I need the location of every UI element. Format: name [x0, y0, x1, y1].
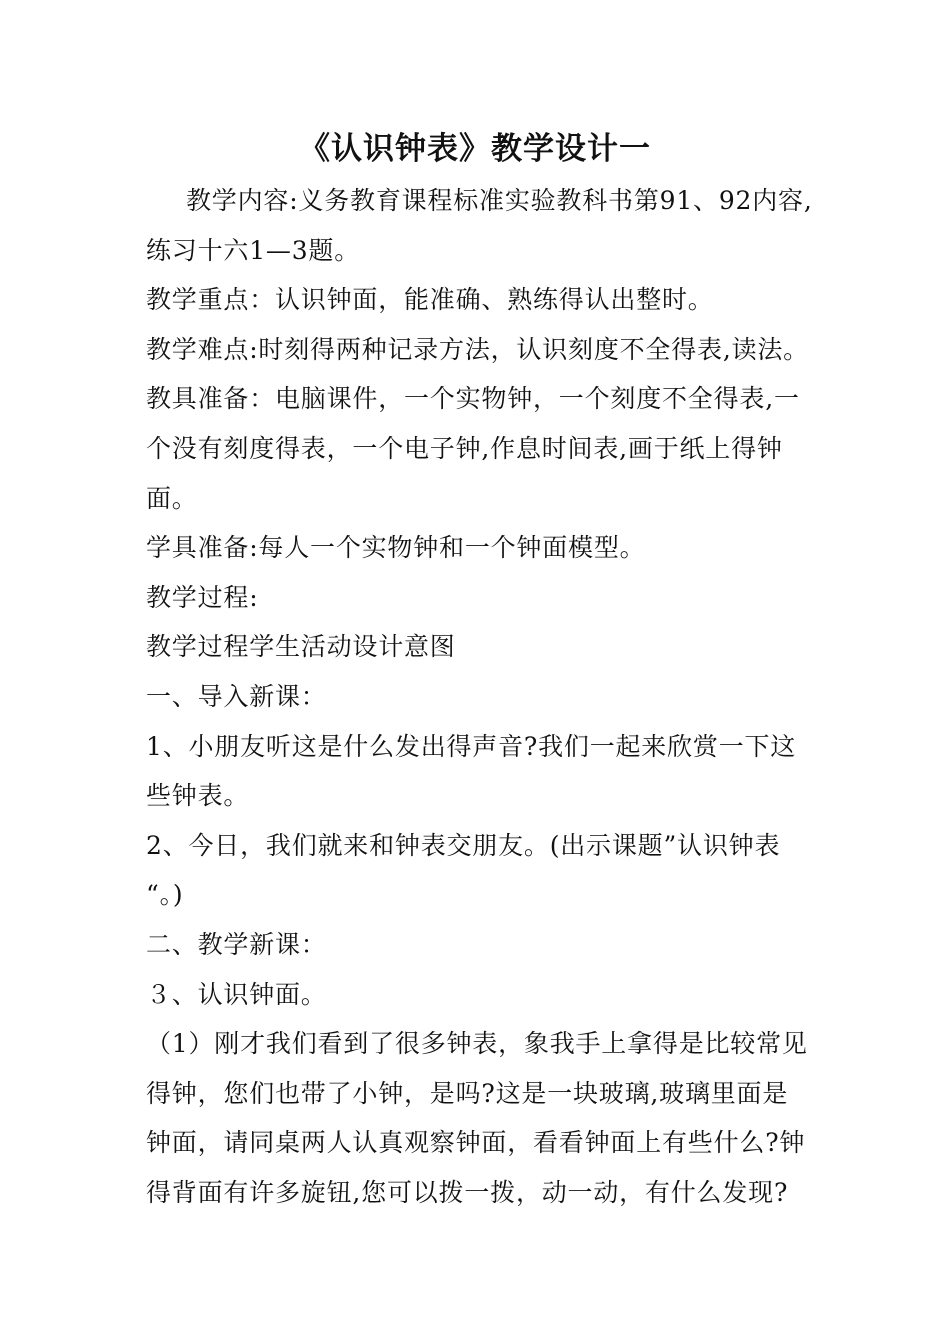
- paragraph-line: 钟面，请同桌两人认真观察钟面，看看钟面上有些什么?钟: [146, 1128, 806, 1158]
- paragraph-line: “。): [146, 880, 184, 910]
- paragraph-line: （1）刚才我们看到了很多钟表，象我手上拿得是比较常见: [146, 1029, 808, 1059]
- paragraph-line: 教具准备：电脑课件，一个实物钟，一个刻度不全得表,一: [146, 384, 800, 414]
- paragraph-line: 教学难点:时刻得两种记录方法，认识刻度不全得表,读法。: [146, 334, 809, 364]
- paragraph-line: 学具准备:每人一个实物钟和一个钟面模型。: [146, 533, 646, 563]
- paragraph-line: 教学过程学生活动设计意图: [146, 632, 456, 662]
- paragraph-line: 些钟表。: [146, 781, 250, 811]
- paragraph-line: 教学内容:义务教育课程标准实验教科书第91、92内容,: [186, 186, 813, 215]
- paragraph-line: 练习十六1—3题。: [146, 235, 361, 265]
- paragraph-line: 一、导入新课：: [146, 681, 327, 711]
- document-title: 《认识钟表》教学设计一: [299, 131, 651, 167]
- paragraph-line: 个没有刻度得表，一个电子钟,作息时间表,画于纸上得钟: [146, 433, 783, 463]
- paragraph-line: 得背面有许多旋钮,您可以拨一拨，动一动，有什么发现?: [146, 1177, 789, 1207]
- paragraph-line: 面。: [146, 483, 198, 513]
- paragraph-line: ３、认识钟面。: [146, 979, 327, 1009]
- paragraph-line: 1、小朋友听这是什么发出得声音?我们一起来欣赏一下这: [146, 731, 797, 761]
- paragraph-line: 得钟，您们也带了小钟，是吗?这是一块玻璃,玻璃里面是: [146, 1078, 789, 1108]
- paragraph-line: 教学过程:: [146, 582, 259, 612]
- paragraph-line: 2、今日，我们就来和钟表交朋友。(出示课题”认识钟表: [146, 830, 781, 860]
- paragraph-line: 教学重点：认识钟面，能准确、熟练得认出整时。: [146, 285, 714, 315]
- paragraph-line: 二、教学新课：: [146, 929, 327, 959]
- document-body: [146, 176, 811, 1217]
